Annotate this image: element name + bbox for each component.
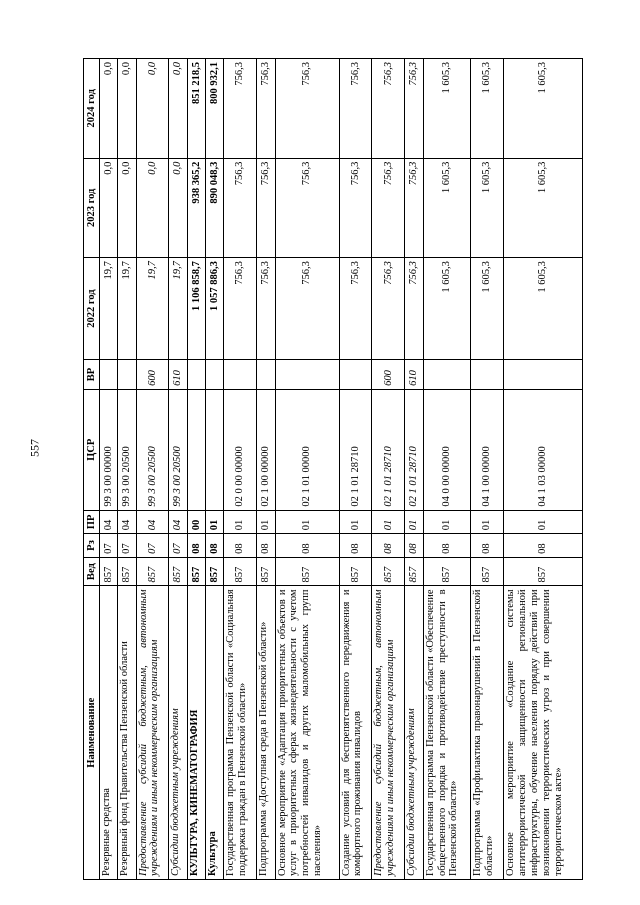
cell-ved: 857: [118, 557, 136, 586]
cell-2024: 756,3: [257, 59, 275, 159]
cell-pr: 01: [257, 510, 275, 534]
cell-ved: 857: [339, 557, 372, 586]
cell-name: Субсидии бюджетным учреждениям: [169, 586, 187, 880]
cell-vr: [206, 360, 224, 390]
header-2023: 2023 год: [84, 158, 100, 258]
cell-name: Основное мероприятие «Адаптация приоритетных объектов и услуг в приоритетных сферах жизнедеятельности с учетом потребностей инвалидов и других маломобильных групп населения»: [275, 586, 339, 880]
cell-2022: 756,3: [275, 258, 339, 360]
cell-vr: [257, 360, 275, 390]
cell-rz: 08: [372, 534, 405, 558]
cell-2022: 1 605,3: [471, 258, 504, 360]
cell-rz: 07: [118, 534, 136, 558]
cell-name: Культура: [206, 586, 224, 880]
table-row: [100, 59, 118, 880]
cell-2024: 756,3: [275, 59, 339, 159]
header-rz: Рз: [84, 534, 100, 558]
cell-ved: 857: [224, 557, 257, 586]
cell-vr: [423, 360, 471, 390]
cell-csr: 02 1 01 00000: [275, 389, 339, 510]
header-csr: ЦСР: [84, 389, 100, 510]
table-row: [471, 59, 504, 880]
cell-2024: 0,0: [118, 59, 136, 159]
cell-2023: 756,3: [275, 158, 339, 258]
cell-name: Резервные средства: [100, 586, 118, 880]
cell-ved: 857: [405, 557, 423, 586]
cell-pr: 01: [471, 510, 504, 534]
cell-csr: [187, 389, 205, 510]
table-body: [100, 59, 583, 880]
header-vr: ВР: [84, 360, 100, 390]
cell-2023: 756,3: [257, 158, 275, 258]
cell-ved: 857: [504, 557, 583, 586]
cell-2024: 756,3: [405, 59, 423, 159]
cell-rz: 08: [224, 534, 257, 558]
cell-2024: 1 605,3: [504, 59, 583, 159]
cell-ved: 857: [100, 557, 118, 586]
cell-2022: 756,3: [339, 258, 372, 360]
cell-vr: [187, 360, 205, 390]
cell-2023: 0,0: [100, 158, 118, 258]
cell-pr: 01: [504, 510, 583, 534]
table-row: [405, 59, 423, 880]
cell-vr: [100, 360, 118, 390]
cell-2024: 756,3: [372, 59, 405, 159]
cell-csr: 99 3 00 00000: [100, 389, 118, 510]
table-row: [257, 59, 275, 880]
cell-csr: 02 1 01 28710: [405, 389, 423, 510]
cell-2024: 0,0: [100, 59, 118, 159]
cell-name: Государственная программа Пензенской области «Социальная поддержка граждан в Пензенской области»: [224, 586, 257, 880]
cell-2023: 1 605,3: [504, 158, 583, 258]
cell-2022: 1 605,3: [423, 258, 471, 360]
cell-2022: 19,7: [118, 258, 136, 360]
cell-pr: 01: [275, 510, 339, 534]
cell-rz: 07: [100, 534, 118, 558]
cell-csr: 02 1 00 00000: [257, 389, 275, 510]
cell-2022: 19,7: [136, 258, 169, 360]
cell-vr: [224, 360, 257, 390]
header-pr: ПР: [84, 510, 100, 534]
cell-name: КУЛЬТУРА, КИНЕМАТОГРАФИЯ: [187, 586, 205, 880]
cell-pr: 04: [169, 510, 187, 534]
cell-rz: 08: [405, 534, 423, 558]
cell-2022: 19,7: [100, 258, 118, 360]
rotated-table-wrapper: [83, 58, 583, 880]
table-row: [206, 59, 224, 880]
cell-csr: 04 1 03 00000: [504, 389, 583, 510]
cell-pr: 01: [206, 510, 224, 534]
cell-name: Субсидии бюджетным учреждениям: [405, 586, 423, 880]
cell-name: Государственная программа Пензенской области «Обеспечение общественного порядка и противодействие преступности в Пензенской области»: [423, 586, 471, 880]
cell-csr: 02 1 01 28710: [372, 389, 405, 510]
cell-ved: 857: [257, 557, 275, 586]
cell-vr: [339, 360, 372, 390]
table-row: [339, 59, 372, 880]
cell-vr: [118, 360, 136, 390]
cell-2023: 0,0: [169, 158, 187, 258]
cell-name: Предоставление субсидий бюджетным, автономным учреждениям и иным некоммерческим организациям: [136, 586, 169, 880]
cell-pr: 04: [100, 510, 118, 534]
cell-2024: 0,0: [169, 59, 187, 159]
cell-ved: 857: [372, 557, 405, 586]
cell-pr: 04: [118, 510, 136, 534]
cell-name: Основное мероприятие «Создание системы антитеррористической защищенности региональной инфраструктуры, обучение населения порядку действий при возникновении террористических угроз и при совершении террористическом акте»: [504, 586, 583, 880]
table-row: [423, 59, 471, 880]
cell-2024: 756,3: [339, 59, 372, 159]
cell-2024: 800 932,1: [206, 59, 224, 159]
cell-2023: 0,0: [118, 158, 136, 258]
cell-ved: 857: [206, 557, 224, 586]
table-header-row: [84, 59, 100, 880]
table-row: [118, 59, 136, 880]
cell-2022: 756,3: [257, 258, 275, 360]
cell-pr: 01: [405, 510, 423, 534]
cell-rz: 08: [504, 534, 583, 558]
table-row: [504, 59, 583, 880]
cell-2023: 938 365,2: [187, 158, 205, 258]
cell-name: Подпрограмма «Доступная среда в Пензенской области»: [257, 586, 275, 880]
cell-rz: 07: [136, 534, 169, 558]
budget-table: [83, 58, 583, 880]
cell-2022: 19,7: [169, 258, 187, 360]
cell-2024: 1 605,3: [423, 59, 471, 159]
cell-name: Подпрограмма «Профилактика правонарушений в Пензенской области»: [471, 586, 504, 880]
cell-csr: 99 3 00 20500: [169, 389, 187, 510]
cell-rz: 08: [257, 534, 275, 558]
cell-csr: 04 1 00 00000: [471, 389, 504, 510]
header-name: Наименование: [84, 586, 100, 880]
cell-2023: 890 048,3: [206, 158, 224, 258]
cell-rz: 08: [206, 534, 224, 558]
cell-vr: [471, 360, 504, 390]
cell-2023: 1 605,3: [471, 158, 504, 258]
cell-pr: 01: [423, 510, 471, 534]
cell-ved: 857: [471, 557, 504, 586]
cell-rz: 08: [187, 534, 205, 558]
cell-2022: 756,3: [224, 258, 257, 360]
cell-csr: 02 1 01 28710: [339, 389, 372, 510]
cell-vr: 610: [405, 360, 423, 390]
cell-rz: 08: [423, 534, 471, 558]
cell-csr: 04 0 00 00000: [423, 389, 471, 510]
cell-rz: 08: [471, 534, 504, 558]
cell-vr: [504, 360, 583, 390]
cell-csr: 99 3 00 20500: [118, 389, 136, 510]
cell-pr: 01: [224, 510, 257, 534]
cell-name: Резервный фонд Правительства Пензенской области: [118, 586, 136, 880]
header-ved: Вед: [84, 557, 100, 586]
cell-2022: 1 057 886,3: [206, 258, 224, 360]
cell-ved: 857: [169, 557, 187, 586]
cell-ved: 857: [275, 557, 339, 586]
cell-ved: 857: [187, 557, 205, 586]
cell-2023: 756,3: [224, 158, 257, 258]
cell-2024: 1 605,3: [471, 59, 504, 159]
cell-2022: 756,3: [405, 258, 423, 360]
cell-rz: 07: [169, 534, 187, 558]
cell-pr: 00: [187, 510, 205, 534]
header-2024: 2024 год: [84, 59, 100, 159]
table-row: [372, 59, 405, 880]
header-2022: 2022 год: [84, 258, 100, 360]
cell-2022: 1 605,3: [504, 258, 583, 360]
cell-csr: 99 3 00 20500: [136, 389, 169, 510]
cell-pr: 01: [339, 510, 372, 534]
cell-rz: 08: [339, 534, 372, 558]
cell-2022: 756,3: [372, 258, 405, 360]
cell-2024: 756,3: [224, 59, 257, 159]
table-row: [187, 59, 205, 880]
cell-2023: 756,3: [339, 158, 372, 258]
cell-pr: 04: [136, 510, 169, 534]
cell-2023: 756,3: [405, 158, 423, 258]
cell-ved: 857: [423, 557, 471, 586]
cell-name: Предоставление субсидий бюджетным, автономным учреждениям и иным некоммерческим организациям: [372, 586, 405, 880]
cell-2023: 756,3: [372, 158, 405, 258]
table-row: [275, 59, 339, 880]
page-number: 557: [27, 439, 42, 457]
cell-csr: [206, 389, 224, 510]
cell-csr: 02 0 00 00000: [224, 389, 257, 510]
cell-vr: 600: [136, 360, 169, 390]
cell-2022: 1 106 858,7: [187, 258, 205, 360]
cell-vr: [275, 360, 339, 390]
cell-ved: 857: [136, 557, 169, 586]
table-row: [169, 59, 187, 880]
cell-vr: 610: [169, 360, 187, 390]
cell-name: Создание условий для беспрепятственного передвижения и комфортного проживания инвалидов: [339, 586, 372, 880]
cell-vr: 600: [372, 360, 405, 390]
cell-2024: 851 218,5: [187, 59, 205, 159]
table-row: [136, 59, 169, 880]
cell-pr: 01: [372, 510, 405, 534]
cell-2023: 0,0: [136, 158, 169, 258]
table-row: [224, 59, 257, 880]
cell-2024: 0,0: [136, 59, 169, 159]
cell-rz: 08: [275, 534, 339, 558]
cell-2023: 1 605,3: [423, 158, 471, 258]
